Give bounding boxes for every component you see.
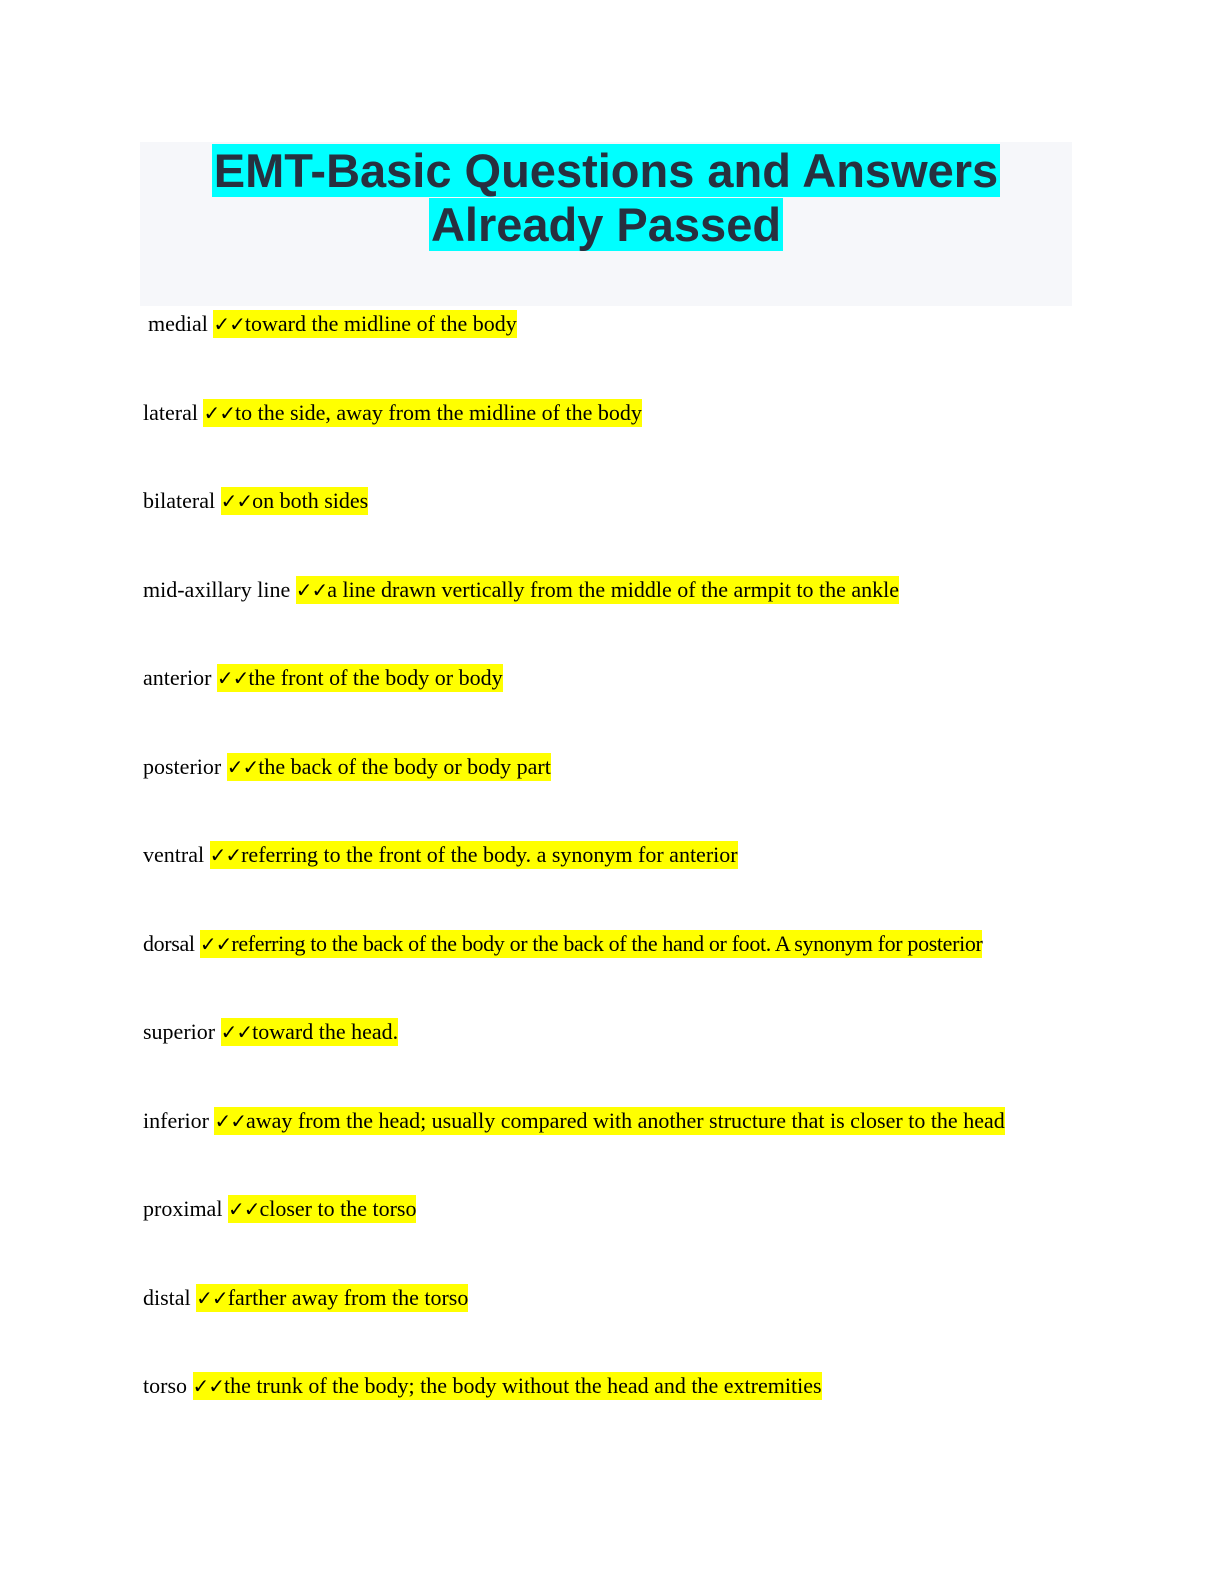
entry-term: ventral	[143, 842, 205, 867]
entry-definition: closer to the torso	[259, 1196, 417, 1221]
double-check-icon: ✓✓	[295, 577, 328, 602]
glossary-entry	[143, 663, 1083, 752]
entry-definition: on both sides	[252, 488, 369, 513]
entry-definition: the back of the body or body part	[258, 753, 551, 779]
title-line-1	[140, 144, 1072, 198]
entry-term: mid-axillary line	[143, 576, 291, 602]
entry-term: torso	[143, 1373, 187, 1398]
entry-definition-highlight	[228, 1195, 417, 1223]
double-check-icon: ✓✓	[199, 931, 232, 956]
double-check-icon: ✓✓	[192, 1374, 225, 1398]
glossary-entry	[143, 309, 1083, 398]
double-check-icon: ✓✓	[214, 1108, 246, 1133]
entry-definition-highlight	[213, 310, 516, 338]
entry-definition-highlight	[296, 576, 899, 604]
glossary-entry	[143, 1371, 1083, 1460]
entry-definition-highlight	[214, 1107, 1004, 1135]
title-line-2-text: Already Passed	[430, 198, 782, 251]
entry-definition: to the side, away from the midline of the body	[234, 399, 642, 425]
entry-definition: the front of the body or body	[248, 665, 503, 690]
entry-term: bilateral	[143, 488, 216, 513]
double-check-icon: ✓✓	[220, 489, 253, 513]
glossary-list	[143, 309, 1083, 1460]
entry-definition-highlight	[196, 1284, 468, 1312]
glossary-entry	[143, 1106, 1083, 1195]
entry-definition-highlight	[217, 664, 503, 692]
title-block	[140, 142, 1072, 306]
title-line-1-text: EMT-Basic Questions and Answers	[213, 144, 999, 197]
double-check-icon: ✓✓	[196, 1285, 228, 1310]
entry-definition: referring to the front of the body. a synonym for anterior	[241, 842, 738, 867]
double-check-icon: ✓✓	[203, 400, 235, 425]
glossary-entry	[143, 1017, 1083, 1106]
glossary-entry	[143, 575, 1083, 664]
double-check-icon: ✓✓	[209, 843, 242, 867]
double-check-icon: ✓✓	[220, 1020, 253, 1044]
glossary-entry	[143, 752, 1083, 841]
glossary-entry	[143, 840, 1083, 929]
entry-definition-highlight	[210, 841, 738, 869]
entry-term: posterior	[143, 753, 222, 779]
entry-definition-highlight	[221, 1018, 399, 1046]
double-check-icon: ✓✓	[216, 666, 249, 690]
glossary-entry	[143, 486, 1083, 575]
entry-term: superior	[143, 1019, 216, 1044]
entry-definition-highlight	[193, 1372, 822, 1400]
entry-definition-highlight	[221, 487, 369, 515]
entry-definition: farther away from the torso	[227, 1284, 469, 1310]
entry-definition: the trunk of the body; the body without the head and the extremities	[224, 1373, 822, 1398]
double-check-icon: ✓✓	[213, 312, 245, 336]
title-line-2	[140, 198, 1072, 252]
entry-definition: toward the midline of the body	[244, 311, 517, 336]
entry-term: inferior	[143, 1107, 209, 1133]
glossary-entry	[143, 1194, 1083, 1283]
double-check-icon: ✓✓	[227, 1197, 260, 1221]
entry-term: dorsal	[143, 930, 195, 956]
entry-term: distal	[143, 1284, 191, 1310]
entry-definition: away from the head; usually compared with another structure that is closer to the head	[245, 1107, 1005, 1133]
entry-definition: toward the head.	[252, 1019, 399, 1044]
entry-term: anterior	[143, 665, 212, 690]
entry-definition-highlight	[203, 399, 641, 427]
glossary-entry	[143, 398, 1083, 487]
glossary-entry	[143, 1283, 1083, 1372]
entry-definition-highlight	[227, 753, 551, 781]
entry-term: proximal	[143, 1196, 223, 1221]
entry-term: medial	[148, 311, 208, 336]
entry-definition: a line drawn vertically from the middle of the armpit to the ankle	[327, 576, 900, 602]
entry-definition-highlight	[200, 930, 983, 958]
entry-definition: referring to the back of the body or the back of the hand or foot. A synonym for posterior	[231, 930, 983, 956]
glossary-entry	[143, 929, 1083, 1018]
double-check-icon: ✓✓	[226, 754, 259, 779]
entry-term: lateral	[143, 399, 198, 425]
